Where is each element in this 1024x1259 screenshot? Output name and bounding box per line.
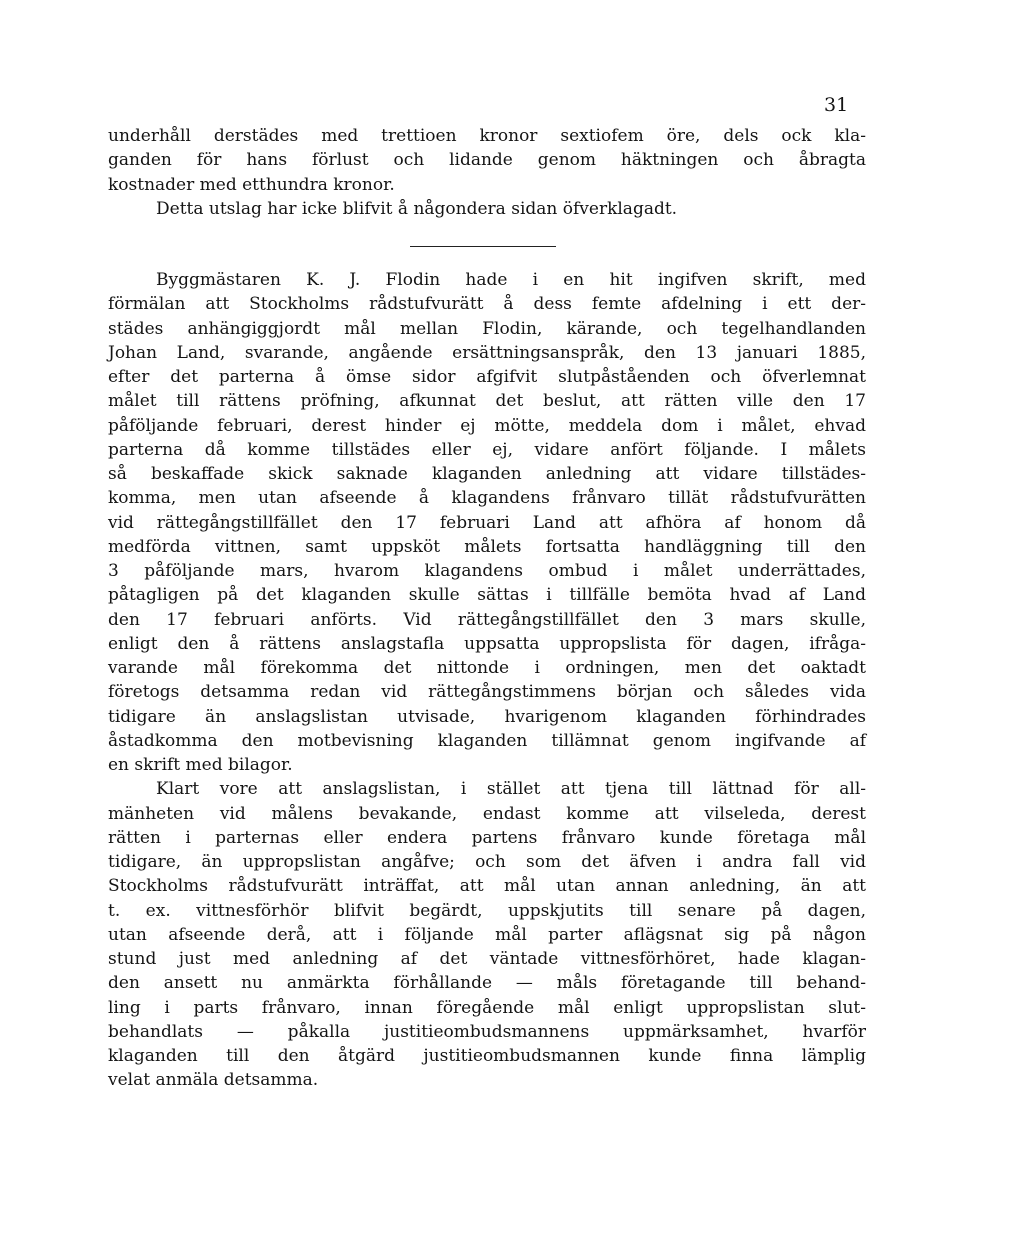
text-line: städes anhängiggjordt mål mellan Flodin, kärande, och tegelhandlanden — [108, 318, 866, 339]
text-line: parterna då komme tillstädes eller ej, vidare anfört följande. I målets — [108, 439, 866, 460]
text-line: klaganden till den åtgärd justitieombudsmannen kunde finna lämplig — [108, 1046, 866, 1066]
text-line: Stockholms rådstufvurätt inträffat, att mål utan annan anledning, än att — [108, 876, 866, 897]
case-text-block — [108, 268, 866, 1093]
argument-paragraph — [108, 777, 866, 1092]
text-line: påföljande februari, derest hinder ej mötte, meddela dom i målet, ehvad — [108, 415, 866, 436]
text-line: utan afseende derå, att i följande mål parter aflägsnat sig på någon — [108, 924, 866, 945]
text-line: vid rättegångstillfället den 17 februari Land att afhöra af honom då — [108, 512, 866, 533]
text-line: mänheten vid målens bevakande, endast komme att vilseleda, derest — [108, 803, 866, 824]
text-line: medförda vittnen, samt uppsköt målets fortsatta handläggning till den — [108, 536, 866, 557]
text-line: tidigare än anslagslistan utvisade, hvarigenom klaganden förhindrades — [108, 706, 866, 727]
text-line: enligt den å rättens anslagstafla uppsatta uppropslista för dagen, ifråga- — [108, 633, 866, 654]
text-line: 3 påföljande mars, hvarom klagandens ombud i målet underrättades, — [108, 561, 866, 581]
opening-text-block — [108, 124, 866, 221]
text-line: så beskaffade skick saknade klaganden anledning att vidare tillstädes- — [108, 464, 866, 484]
text-line: rätten i parternas eller endera partens frånvaro kunde företaga mål — [108, 827, 866, 848]
case-paragraph — [108, 268, 866, 777]
text-line: en skrift med bilagor. — [108, 755, 293, 775]
text-line: förmälan att Stockholms rådstufvurätt å dess femte afdelning i ett der- — [108, 294, 866, 315]
text-line: Klart vore att anslagslistan, i stället att tjena till lättnad för all- — [156, 779, 866, 800]
text-line: t. ex. vittnesförhör blifvit begärdt, uppskjutits till senare på dagen, — [108, 900, 866, 921]
section-divider — [410, 246, 556, 247]
text-line: behandlats — påkalla justitieombudsmannens uppmärksamhet, hvarför — [108, 1021, 866, 1042]
text-line: varande mål förekomma det nittonde i ordningen, men det oaktadt — [108, 658, 866, 678]
continuation-paragraph — [108, 124, 866, 197]
text-line: Byggmästaren K. J. Flodin hade i en hit ingifven skrift, med — [156, 270, 866, 290]
text-line: den 17 februari anförts. Vid rättegångstillfället den 3 mars skulle, — [108, 609, 866, 630]
text-line: ling i parts frånvaro, innan föregående mål enligt uppropslistan slut- — [108, 997, 866, 1018]
text-line: tidigare, än uppropslistan angåfve; och som det äfven i andra fall vid — [108, 852, 866, 872]
text-line: stund just med anledning af det väntade vittnesförhöret, hade klagan- — [108, 949, 866, 969]
text-line: målet till rättens pröfning, afkunnat det beslut, att rätten ville den 17 — [108, 391, 866, 412]
closing-paragraph — [108, 197, 866, 221]
page-number: 31 — [824, 94, 849, 116]
text-line: Detta utslag har icke blifvit å någondera sidan öfverklagadt. — [156, 198, 678, 219]
text-line: åstadkomma den motbevisning klaganden tillämnat genom ingifvande af — [108, 730, 866, 751]
text-line: Johan Land, svarande, angående ersättningsanspråk, den 13 januari 1885, — [108, 342, 866, 363]
text-line: velat anmäla detsamma. — [108, 1070, 319, 1091]
text-line: den ansett nu anmärkta förhållande — måls företagande till behand- — [108, 973, 866, 994]
text-line: ganden för hans förlust och lidande genom häktningen och åbragta — [108, 150, 866, 171]
text-line: komma, men utan afseende å klagandens frånvaro tillät rådstufvurätten — [108, 488, 866, 509]
text-line: underhåll derstädes med trettioen kronor sextiofem öre, dels ock kla- — [108, 126, 866, 146]
text-line: kostnader med etthundra kronor. — [108, 174, 395, 195]
text-line: efter det parterna å ömse sidor afgifvit slutpåståenden och öfverlemnat — [108, 367, 866, 387]
text-line: påtagligen på det klaganden skulle sättas i tillfälle bemöta hvad af Land — [108, 585, 866, 606]
text-line: företogs detsamma redan vid rättegångstimmens början och således vida — [108, 682, 866, 703]
